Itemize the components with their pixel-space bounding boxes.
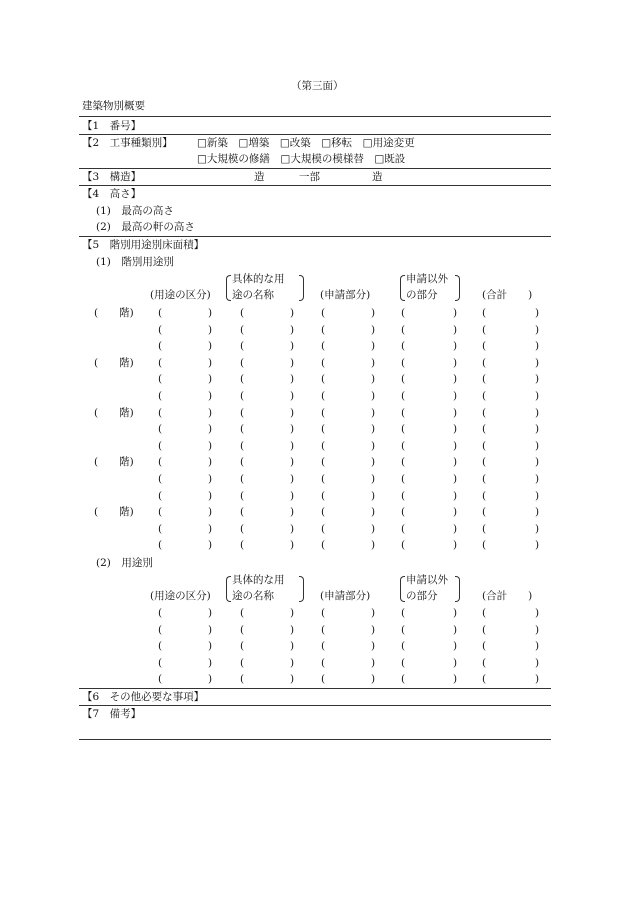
paren-left: ( [401,656,406,669]
paren-right: ) [208,373,213,386]
section-6-label: 【6 その他必要な事項】 [82,691,205,703]
divider [79,705,551,706]
divider [79,134,551,135]
paren-left: ( [401,489,406,502]
paren-right: ) [453,473,458,485]
divider [79,185,551,186]
paren-right: ) [453,623,458,636]
paren-right: ) [208,423,213,436]
paren-right: ) [453,406,458,419]
section-5-sub-2: (2) 用途別 [96,557,153,569]
paren-left: ( [401,456,406,469]
paren-left: ( [240,473,245,485]
paren-left: ( [158,640,163,653]
paren-right: ) [371,673,376,686]
paren-right: ) [290,340,295,353]
paren-right: ) [290,673,295,686]
paren-left: ( [240,439,245,452]
paren-right: ) [453,673,458,686]
paren-right: ) [208,607,213,619]
paren-right: ) [208,522,213,535]
paren-right: ) [453,373,458,386]
paren-right: ) [453,506,458,519]
paren-right: ) [371,640,376,653]
paren-right: ) [290,473,295,485]
paren-right: ) [371,489,376,502]
paren-left: ( [482,522,487,535]
paren-right: ) [371,406,376,419]
paren-right: ) [208,390,213,402]
paren-right: ) [208,640,213,653]
paren-right: ) [371,390,376,402]
paren-right: ) [371,340,376,353]
paren-right: ) [535,390,540,402]
paren-right: ) [290,323,295,336]
paren-left: ( [158,506,163,519]
section-heading: 建築物別概要 [82,100,145,112]
paren-right: ) [535,423,540,436]
paren-left: ( [321,506,326,519]
header-gutai-2: 途の名称 [232,590,274,602]
paren-left: ( [321,307,326,319]
paren-right: ) [535,489,540,502]
header-youto-kubun: (用途の区分) [150,590,211,602]
paren-left: ( [321,356,326,369]
paren-left: ( [240,323,245,336]
paren-right: ) [290,506,295,519]
paren-left: ( [240,456,245,469]
paren-left: ( [482,373,487,386]
paren-left: ( [321,373,326,386]
paren-left: ( [240,506,245,519]
paren-left: ( [240,522,245,535]
paren-left: ( [482,673,487,686]
paren-right: ) [453,307,458,319]
paren-left: ( [321,640,326,653]
paren-right: ) [208,340,213,353]
bracket-right [299,576,304,602]
paren-right: ) [535,373,540,386]
paren-right: ) [208,656,213,669]
paren-left: ( [401,423,406,436]
paren-right: ) [371,522,376,535]
header-gutai-1: 具体的な用 [232,273,285,285]
paren-right: ) [371,506,376,519]
section-2-label: 【2 工事種類別】 [82,137,173,149]
paren-right: ) [208,539,213,552]
paren-left: ( [321,390,326,402]
paren-left: ( [158,473,163,485]
header-gutai-1: 具体的な用 [232,574,285,586]
paren-right: ) [371,373,376,386]
paren-right: ) [208,473,213,485]
paren-left: ( [482,489,487,502]
paren-left: ( [482,356,487,369]
paren-left: ( [240,673,245,686]
paren-right: ) [453,340,458,353]
paren-right: ) [535,323,540,336]
paren-left: ( [240,390,245,402]
paren-left: ( [482,406,487,419]
paren-right: ) [453,539,458,552]
paren-right: ) [371,356,376,369]
paren-left: ( [240,423,245,436]
bracket-right [455,275,460,301]
work-type-options-1: □新築 □増築 □改築 □移転 □用途変更 [197,137,415,149]
paren-left: ( [482,323,487,336]
header-igai-2: の部分 [406,289,438,301]
paren-left: ( [158,607,163,619]
paren-right: ) [371,439,376,452]
paren-left: ( [321,439,326,452]
paren-left: ( [482,390,487,402]
paren-left: ( [482,473,487,485]
paren-left: ( [321,489,326,502]
section-1-label: 【1 番号】 [82,120,142,132]
paren-left: ( [401,356,406,369]
paren-left: ( [482,506,487,519]
paren-right: ) [535,656,540,669]
paren-left: ( [158,456,163,469]
paren-right: ) [453,323,458,336]
header-igai-1: 申請以外 [406,574,448,586]
paren-left: ( [240,373,245,386]
paren-left: ( [240,307,245,319]
paren-left: ( [401,539,406,552]
floor-label: ( 階) [94,406,134,419]
paren-left: ( [321,607,326,619]
paren-left: ( [158,423,163,436]
section-5-label: 【5 階別用途別床面積】 [82,239,205,251]
paren-right: ) [290,607,295,619]
paren-left: ( [158,340,163,353]
paren-left: ( [240,539,245,552]
header-shinsei: (申請部分) [320,590,371,602]
paren-right: ) [208,439,213,452]
bracket-left [226,275,231,301]
section-7-label: 【7 備考】 [82,708,142,720]
paren-right: ) [453,390,458,402]
paren-left: ( [321,539,326,552]
paren-left: ( [240,640,245,653]
paren-right: ) [453,423,458,436]
header-shinsei: (申請部分) [320,289,371,301]
paren-left: ( [401,340,406,353]
paren-right: ) [208,323,213,336]
paren-left: ( [158,539,163,552]
paren-right: ) [535,406,540,419]
divider [79,168,551,169]
paren-left: ( [401,307,406,319]
paren-left: ( [401,640,406,653]
header-goukei: (合計 ) [482,289,533,301]
height-max: (1) 最高の高さ [96,205,174,217]
paren-right: ) [208,307,213,319]
paren-right: ) [290,356,295,369]
paren-left: ( [401,439,406,452]
paren-right: ) [290,522,295,535]
work-type-options-2: □大規模の修繕 □大規模の模様替 □既設 [197,153,406,165]
paren-left: ( [158,307,163,319]
header-igai-1: 申請以外 [406,273,448,285]
paren-right: ) [453,640,458,653]
paren-left: ( [482,340,487,353]
paren-right: ) [371,607,376,619]
structure-zou-2: 造 [372,171,383,183]
paren-left: ( [482,307,487,319]
paren-left: ( [401,406,406,419]
paren-right: ) [371,307,376,319]
paren-left: ( [240,340,245,353]
paren-right: ) [453,489,458,502]
paren-right: ) [453,439,458,452]
paren-left: ( [240,406,245,419]
paren-left: ( [158,323,163,336]
divider [79,236,551,237]
paren-right: ) [535,640,540,653]
paren-right: ) [290,439,295,452]
paren-right: ) [453,522,458,535]
paren-right: ) [208,506,213,519]
paren-left: ( [321,522,326,535]
paren-right: ) [453,607,458,619]
paren-right: ) [535,539,540,552]
paren-left: ( [158,390,163,402]
paren-right: ) [290,539,295,552]
paren-right: ) [535,506,540,519]
paren-right: ) [208,356,213,369]
paren-left: ( [482,423,487,436]
divider [79,739,551,740]
bracket-left [400,275,405,301]
paren-right: ) [371,539,376,552]
paren-right: ) [371,323,376,336]
paren-right: ) [208,456,213,469]
paren-right: ) [535,439,540,452]
paren-left: ( [482,539,487,552]
header-youto-kubun: (用途の区分) [150,289,211,301]
floor-label: ( 階) [94,307,134,319]
paren-right: ) [535,307,540,319]
paren-left: ( [321,473,326,485]
paren-right: ) [453,656,458,669]
paren-left: ( [482,456,487,469]
divider [79,116,551,117]
paren-left: ( [401,673,406,686]
paren-left: ( [401,506,406,519]
paren-left: ( [321,673,326,686]
paren-right: ) [290,423,295,436]
section-3-label: 【3 構造】 [82,171,142,183]
bracket-left [226,576,231,602]
paren-left: ( [240,489,245,502]
paren-right: ) [371,423,376,436]
paren-left: ( [240,623,245,636]
floor-label: ( 階) [94,456,134,469]
header-goukei: (合計 ) [482,590,533,602]
paren-left: ( [158,356,163,369]
paren-left: ( [158,673,163,686]
paren-right: ) [208,623,213,636]
bracket-right [299,275,304,301]
paren-left: ( [321,623,326,636]
section-4-label: 【4 高さ】 [82,188,142,200]
paren-left: ( [158,522,163,535]
paren-left: ( [401,607,406,619]
paren-right: ) [208,489,213,502]
paren-right: ) [208,406,213,419]
paren-right: ) [208,673,213,686]
paren-right: ) [371,456,376,469]
paren-left: ( [240,607,245,619]
page-label: （第三面） [291,80,344,92]
paren-right: ) [453,356,458,369]
paren-left: ( [482,623,487,636]
paren-right: ) [535,623,540,636]
paren-right: ) [290,656,295,669]
structure-zou-1: 造 [254,171,265,183]
paren-left: ( [321,423,326,436]
section-5-sub-1: (1) 階別用途別 [96,256,174,268]
paren-left: ( [401,323,406,336]
paren-left: ( [401,473,406,485]
divider [79,688,551,689]
paren-right: ) [290,307,295,319]
paren-right: ) [535,607,540,619]
paren-left: ( [482,640,487,653]
paren-left: ( [158,623,163,636]
paren-left: ( [240,656,245,669]
paren-left: ( [321,323,326,336]
paren-left: ( [240,356,245,369]
floor-label: ( 階) [94,356,134,369]
paren-right: ) [535,473,540,485]
paren-right: ) [535,340,540,353]
structure-ichibu: 一部 [299,171,320,183]
paren-right: ) [535,673,540,686]
paren-right: ) [371,473,376,485]
header-igai-2: の部分 [406,590,438,602]
paren-right: ) [290,489,295,502]
paren-left: ( [158,406,163,419]
paren-left: ( [482,656,487,669]
paren-left: ( [158,489,163,502]
paren-left: ( [482,439,487,452]
height-eaves: (2) 最高の軒の高さ [96,221,195,233]
paren-left: ( [321,340,326,353]
paren-left: ( [321,406,326,419]
paren-left: ( [321,456,326,469]
bracket-left [400,576,405,602]
bracket-right [455,576,460,602]
paren-right: ) [535,522,540,535]
paren-left: ( [158,656,163,669]
paren-right: ) [371,656,376,669]
paren-left: ( [401,623,406,636]
paren-left: ( [401,373,406,386]
header-gutai-2: 途の名称 [232,289,274,301]
paren-right: ) [535,456,540,469]
floor-label: ( 階) [94,506,134,519]
paren-left: ( [158,439,163,452]
paren-left: ( [158,373,163,386]
paren-left: ( [482,607,487,619]
paren-left: ( [401,522,406,535]
paren-right: ) [290,406,295,419]
paren-right: ) [290,640,295,653]
paren-right: ) [453,456,458,469]
paren-right: ) [371,623,376,636]
paren-right: ) [290,373,295,386]
paren-left: ( [401,390,406,402]
paren-right: ) [290,623,295,636]
paren-right: ) [290,390,295,402]
paren-left: ( [321,656,326,669]
paren-right: ) [535,356,540,369]
paren-right: ) [290,456,295,469]
